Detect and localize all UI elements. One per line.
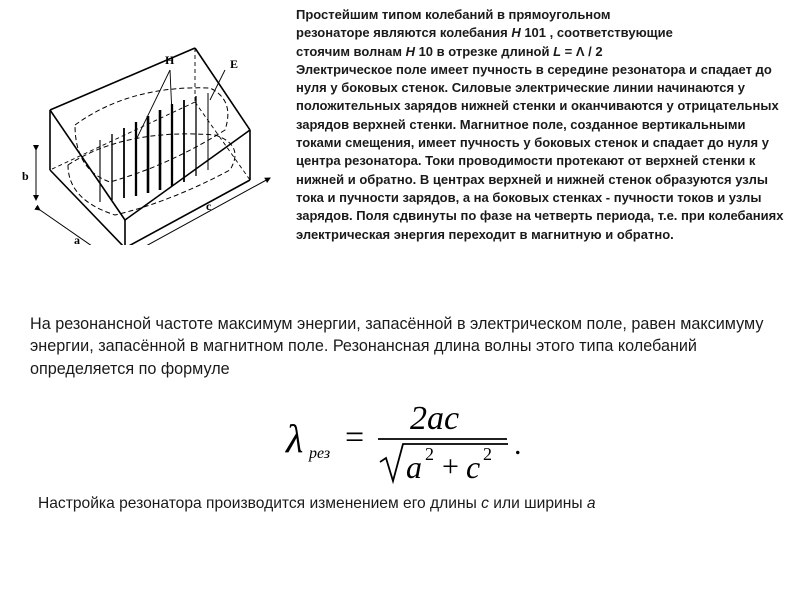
mode-symbol: H (405, 43, 415, 59)
formula-period: . (514, 428, 522, 461)
text-line: = Λ / 2 (561, 43, 603, 59)
resonator-diagram (20, 30, 290, 245)
electric-field-lines (100, 93, 208, 202)
box-outline (50, 48, 250, 245)
exponent-a: 2 (425, 444, 434, 464)
text-paragraph: Электрическое поле имеет пучность в середине резонатора и спадает до нуля у боковых стенок. Силовые электрические линии начинаются у положительных зарядов нижней стенки и оканчиваются у отрицательных зарядов верхней стенки. Магнитное поле, созданное вертикальными токами смещения, имеет пучность у боковых стенок и спадает до нуля у центра резонатора. Токи проводимости протекают от верхней стенки к нижней и обратно. В центрах верхней и нижней стенок образуются узлы тока и пучности зарядов, а на боковых стенках - пучности токов и узлы зарядов. Поля сдвинуты по фазе на четверть периода, т.е. при колебаниях электрическая энергия переходит в магнитную и обратно. (296, 61, 784, 242)
length-symbol: L (553, 43, 562, 59)
magnetic-field-loops (68, 88, 235, 215)
resonance-paragraph: На резонансной частоте максимум энергии, запасённой в электрическом поле, равен максимуму энергии, запасённой в магнитном поле. Резонансная длина волны этого типа колебаний определяется по формуле (30, 315, 764, 378)
text-line: Простейшим типом колебаний в прямоугольном (296, 7, 611, 22)
formula-equals: = (345, 419, 365, 456)
formula-lambda: λ (286, 416, 304, 461)
formula-plus: + (442, 450, 459, 483)
diagram-label-c: c (206, 199, 212, 213)
label-pointers (136, 70, 225, 140)
width-variable: a (586, 495, 596, 512)
mode-description (296, 6, 792, 244)
text-line: стоячим волнам (296, 43, 406, 59)
text-line: 10 в отрезке длиной (414, 43, 554, 59)
text-line: резонаторе являются колебания (296, 25, 512, 41)
length-variable: c (481, 495, 489, 512)
formula-subscript: рез (309, 445, 331, 462)
text-line: Настройка резонатора производится изменением его длины (38, 495, 482, 512)
dimension-arrows (36, 150, 270, 245)
resonant-wavelength-formula (282, 392, 532, 487)
mode-symbol: H (511, 25, 521, 41)
diagram-label-a: a (74, 233, 80, 245)
diagram-label-e: E (230, 57, 239, 71)
text-line: 101 , соответствующие (520, 25, 673, 41)
formula-numerator: 2ac (410, 400, 460, 437)
radicand-c: c (466, 449, 481, 485)
diagram-label-h: H (165, 53, 175, 67)
diagram-label-b: b (22, 169, 29, 183)
exponent-c: 2 (483, 444, 492, 464)
radicand-a: a (406, 449, 422, 485)
text-line: или ширины (488, 495, 587, 512)
tuning-paragraph (38, 493, 778, 515)
